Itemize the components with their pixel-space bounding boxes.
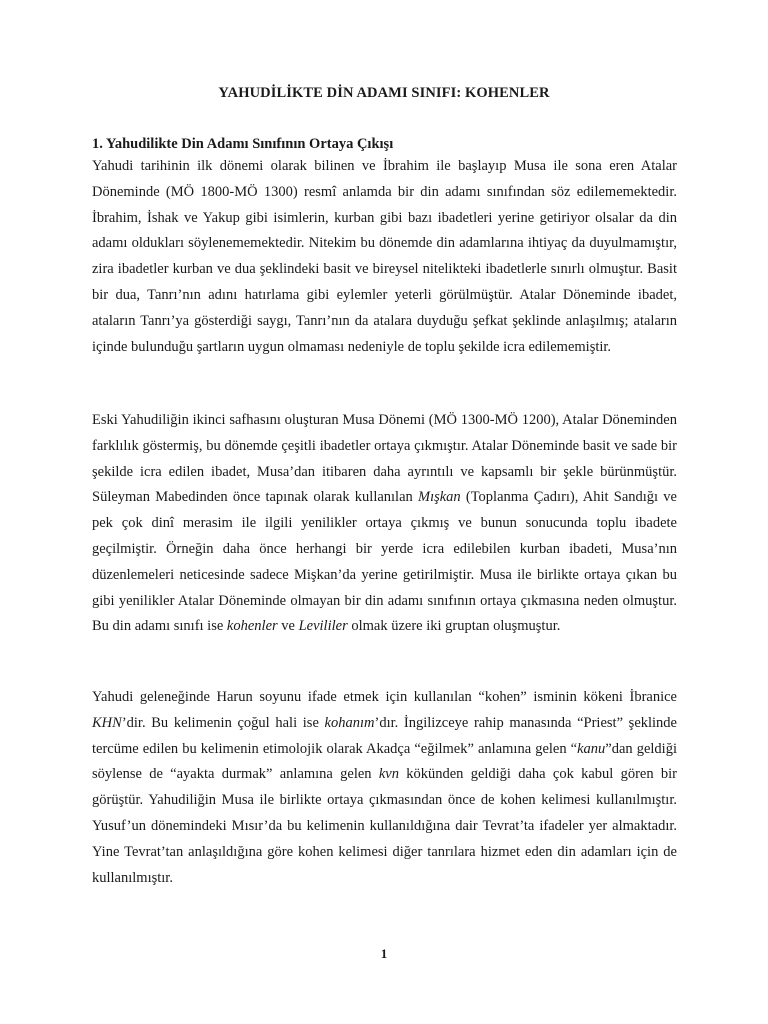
term-kohenler: kohenler: [226, 618, 278, 635]
page-number: 1: [380, 946, 388, 961]
term-miskan: Mışkan: [417, 489, 461, 506]
paragraph-3-text: kökünden geldiği daha çok kabul gören bir görüştür. Yahudiliğin Musa ile birlikte ortaya çıkmasından önce de kohen kelimesi kullanılmıştır. Yusuf’un dönemindeki Mısır’da bu kelimenin kullanıldığına dair Tevrat’ta ifadeler yer almaktadır. Yine Tevrat’tan anlaşıldığına göre kohen kelimesi diğer tanrılara hizmet eden din adamları için de kullanılmıştır.: [92, 766, 677, 886]
paragraph-3: [92, 685, 677, 891]
term-kanu: kanu: [577, 740, 606, 757]
term-kohanim: kohanım: [324, 714, 375, 731]
paragraph-3-text: ’dır. İngilizceye rahip manasında “Priest” şeklinde tercüme edilen bu kelimenin etimolojik olarak Akadça “eğilmek” anlamına gelen “: [92, 714, 677, 757]
document-title: YAHUDİLİKTE DİN ADAMI SINIFI: KOHENLER: [218, 85, 550, 101]
term-kvn: kvn: [378, 766, 399, 783]
paragraph-3-text: ”dan geldiği söylense de “ayakta durmak” anlamına gelen: [92, 740, 677, 783]
paragraph-2-text: Eski Yahudiliğin ikinci safhasını oluşturan Musa Dönemi (MÖ 1300-MÖ 1200), Atalar Döneminden farklılık göstermiş, bu dönemde çeşitli ibadetler ortaya çıkmıştır. Atalar Döneminde basit ve sade bir şekilde icra edilen ibadet, Musa’dan itibaren daha ayrıntılı ve kapsamlı bir şekle bürünmüştür. Süleyman Mabedinden önce tapınak olarak kullanılan: [92, 412, 677, 506]
paragraph-2-text: ve: [277, 618, 299, 635]
paragraph-3-text: Yahudi geleneğinde Harun soyunu ifade etmek için kullanılan “kohen” isminin kökeni İbranice: [92, 689, 677, 705]
paragraph-2-text: (Toplanma Çadırı), Ahit Sandığı ve pek çok dinî merasim ile ilgili yenilikler ortaya çıkmış ve bunun sonucunda toplu ibadete geçilmiştir. Örneğin daha önce herhangi bir yerde icra edilebilen kurban ibadeti, Musa’nın düzenlemeleri neticesinde sadece Mişkan’da yerine getirilmiştir. Musa ile birlikte ortaya çıkan bu gibi yenilikler Atalar Döneminde olmayan bir din adamı sınıfının ortaya çıkmasına neden olmuştur. Bu din adamı sınıfı ise: [92, 489, 677, 635]
paragraph-3-text: ’dir. Bu kelimenin çoğul hali ise: [121, 714, 325, 731]
paragraph-2: [92, 408, 677, 640]
paragraph-1: Yahudi tarihinin ilk dönemi olarak bilinen ve İbrahim ile başlayıp Musa ile sona eren Atalar Döneminde (MÖ 1800-MÖ 1300) resmî anlamda bir din adamı sınıfından söz edilememektedir. İbrahim, İshak ve Yakup gibi isimlerin, kurban gibi bazı ibadetleri yerine getiriyor olsalar da din adamı oldukları söylenememektedir. Nitekim bu dönemde din adamlarına ihtiyaç da duyulmamıştır, zira ibadetler kurban ve dua şeklindeki basit ve bireysel nitelikteki ibadetlerle sınırlı olmuştur. Basit bir dua, Tanrı’nın adını hatırlama gibi eylemler yeterli görülmüştür. Atalar Döneminde ibadet, ataların Tanrı’ya gösterdiği saygı, Tanrı’nın da atalara duyduğu şefkat şeklinde anlaşılmış; ataların içinde bulunduğu şartların uygun olmaması nedeniyle de toplu şekilde icra edilememiştir.: [92, 158, 677, 355]
section-heading: 1. Yahudilikte Din Adamı Sınıfının Ortaya Çıkışı: [92, 136, 394, 152]
term-khn: KHN: [92, 714, 122, 731]
term-levililer: Levililer: [298, 618, 348, 635]
paragraph-2-text: olmak üzere iki gruptan oluşmuştur.: [347, 618, 561, 635]
